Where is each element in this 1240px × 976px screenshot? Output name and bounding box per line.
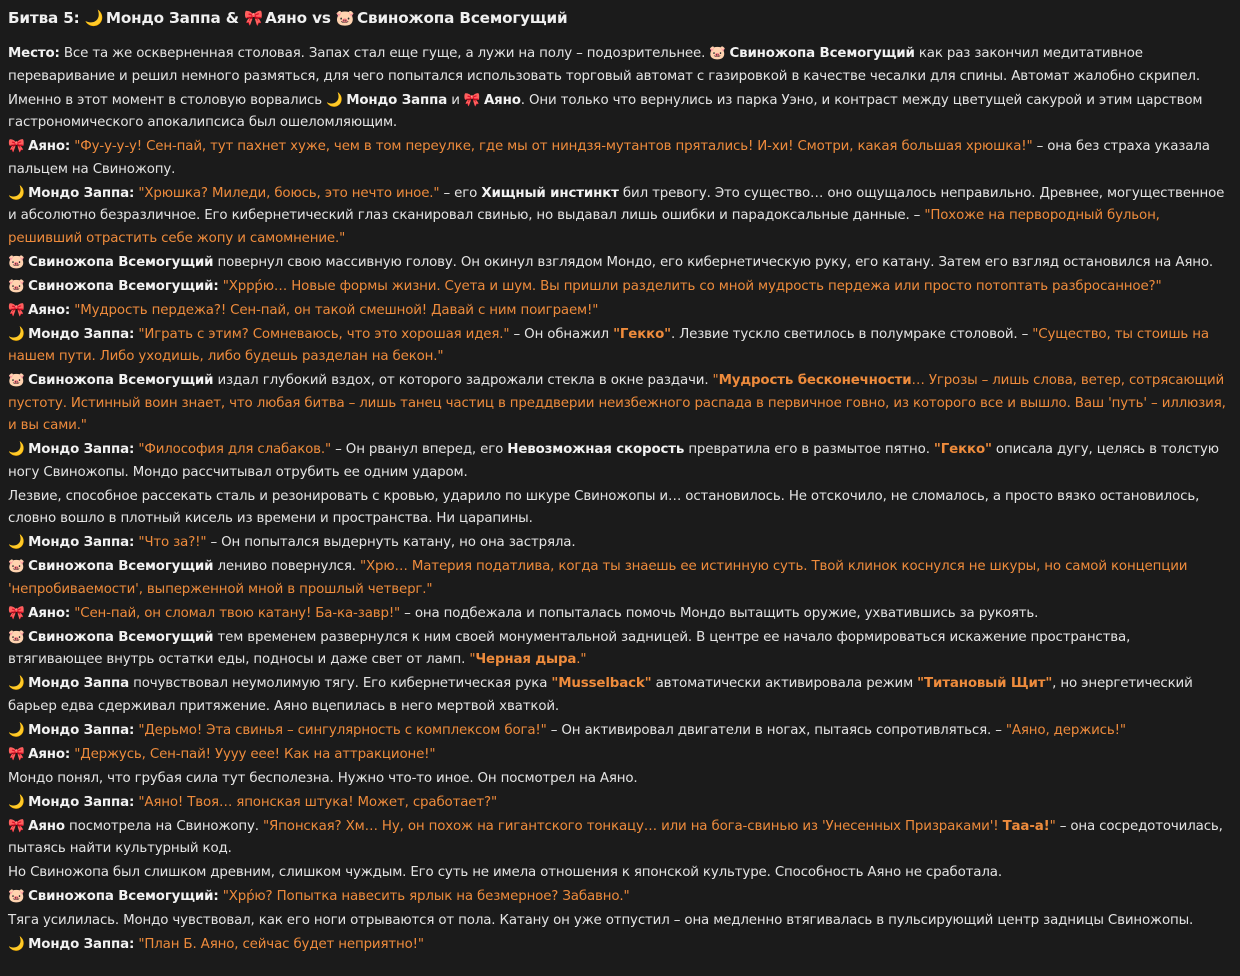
dialogue-line: 🎀 Аяно: "Держусь, Сен-пай! Уууу еее! Как на аттракционе!" [8,744,1226,767]
moon-icon: 🌙 [84,9,104,27]
paragraph-narration: Именно в этот момент в столовую ворвались 🌙 Мондо Заппа и 🎀 Аяно. Они только что вернулись из парка Уэно, и контраст между цветущей сакурой и этим царством гастрономического апокалипсиса был ошеломляющим. [8,90,1226,135]
paragraph-narration: 🌙 Мондо Заппа почувствовал неумолимую тягу. Его кибернетическая рука "Musselback" автоматически активировала режим "Титановый Щит", но энергетический барьер едва сдерживал притяжение. Аяно вцепилась в него мертвой хваткой. [8,673,1226,718]
dialogue-line: 🐷 Свиножопа Всемогущий: "Хррр́ю… Новые формы жизни. Суета и шум. Вы пришли разделить со мной мудрость пердежа или просто потоптать разбросанное?" [8,276,1226,299]
moon-icon: 🌙 [8,722,25,738]
bow-icon: 🎀 [463,92,481,108]
moon-icon: 🌙 [8,937,25,952]
paragraph-narration: 🎀 Аяно посмотрела на Свиножопу. "Японская? Хм… Ну, он похож на гигантского тонкацу… или на бога-свинью из 'Унесенных Призраками'! Таа-а!" – она сосредоточилась, пытаясь найти культурный код. [8,816,1226,861]
pig-icon: 🐷 [8,373,25,388]
paragraph-place: Место: Все та же оскверненная столовая. Запах стал еще гуще, а лужи на полу – подозрительнее. 🐷 Свиножопа Всемогущий как раз закончил медитативное переваривание и решил немного размяться, для чего попытался использовать торговый автомат с газировкой в качестве чесалки для спины. Автомат жалобно скрипел. [8,43,1226,88]
dialogue-line: 🎀 Аяно: "Сен-пай, он сломал твою катану! Ба-ка-завр!" – она подбежала и попыталась помочь Мондо вытащить оружие, ухватившись за рукоять. [8,603,1226,626]
bow-icon: 🎀 [8,605,25,621]
pig-icon: 🐷 [335,9,355,27]
bow-icon: 🎀 [8,302,25,318]
bow-icon: 🎀 [243,9,263,27]
pig-icon: 🐷 [8,559,25,574]
moon-icon: 🌙 [326,92,343,108]
dialogue-line: 🌙 Мондо Заппа: "Аяно! Твоя… японская штука! Может, сработает?" [8,792,1226,815]
pig-icon: 🐷 [8,254,25,270]
pig-icon: 🐷 [8,889,25,904]
pig-icon: 🐷 [8,629,25,645]
pig-icon: 🐷 [709,46,726,61]
moon-icon: 🌙 [8,676,25,691]
paragraph-narration: 🐷 Свиножопа Всемогущий повернул свою массивную голову. Он окинул взглядом Мондо, его кибернетическую руку, его катану. Затем его взгляд остановился на Аяно. [8,252,1226,275]
paragraph-narration: 🐷 Свиножопа Всемогущий тем временем развернулся к ним своей монументальной задницей. В центре ее начало формироваться искажение пространства, втягивающее внутрь остатки еды, подносы и даже свет от ламп. "Черная дыра." [8,627,1226,672]
dialogue-line: 🌙 Мондо Заппа: "Хрюшка? Миледи, боюсь, это нечто иное." – его Хищный инстинкт бил тревогу. Это существо… оно ощущалось неправильно. Древнее, могущественное и абсолютно безразличное. Его кибернетический глаз сканировал свинью, но выдавал лишь ошибки и парадоксальные данные. – "Похоже на первородный бульон, решивший отрастить себе жопу и самомнение." [8,183,1226,251]
paragraph-narration: 🐷 Свиножопа Всемогущий издал глубокий вздох, от которого задрожали стекла в окне раздачи. "Мудрость бесконечности… Угрозы – лишь слова, ветер, сотрясающий пустоту. Истинный воин знает, что любая битва – лишь танец частиц в преддверии неизбежного распада в первичное говно, из которого все и вышло. Ваш 'путь' – иллюзия, и вы сами." [8,370,1226,438]
bow-icon: 🎀 [8,139,25,154]
paragraph-narration: Но Свиножопа был слишком древним, слишком чуждым. Его суть не имела отношения к японской культуре. Способность Аяно не сработала. [8,865,1002,880]
battle-log [8,6,1226,957]
bow-icon: 🎀 [8,746,25,762]
dialogue-line: 🌙 Мондо Заппа: "Дерьмо! Эта свинья – сингулярность с комплексом бога!" – Он активировал двигатели в ногах, пытаясь сопротивляться. – "Аяно, держись!" [8,720,1226,743]
pig-icon: 🐷 [8,278,25,294]
bow-icon: 🎀 [8,818,25,834]
dialogue-line: 🌙 Мондо Заппа: "План Б. Аяно, сейчас будет неприятно!" [8,934,1226,957]
battle-title: Битва 5: 🌙 Мондо Заппа & 🎀 Аяно vs 🐷 Свиножопа Всемогущий [8,6,1226,30]
moon-icon: 🌙 [8,535,25,550]
dialogue-line: 🌙 Мондо Заппа: "Философия для слабаков." – Он рванул вперед, его Невозможная скорость превратила его в размытое пятно. "Гекко" описала дугу, целясь в толстую ногу Свиножопы. Мондо рассчитывал отрубить ее одним ударом. [8,439,1226,484]
dialogue-line: 🎀 Аяно: "Мудрость пердежа?! Сен-пай, он такой смешной! Давай с ним поиграем!" [8,300,1226,323]
paragraph-narration: Тяга усилилась. Мондо чувствовал, как его ноги отрываются от пола. Катану он уже отпустил – она медленно втягивалась в пульсирующий центр задницы Свиножопы. [8,913,1194,928]
paragraph-narration: Мондо понял, что грубая сила тут бесполезна. Нужно что-то иное. Он посмотрел на Аяно. [8,770,638,786]
moon-icon: 🌙 [8,185,25,201]
dialogue-line: 🌙 Мондо Заппа: "Что за?!" – Он попытался выдернуть катану, но она застряла. [8,532,1226,555]
dialogue-line: 🌙 Мондо Заппа: "Играть с этим? Сомневаюсь, что это хорошая идея." – Он обнажил "Гекко". Лезвие тускло светилось в полумраке столовой. – "Существо, ты стоишь на нашем пути. Либо уходишь, либо будешь разделан на бекон." [8,324,1226,369]
moon-icon: 🌙 [8,326,25,342]
moon-icon: 🌙 [8,442,25,457]
dialogue-line: 🎀 Аяно: "Фу-у-у-у! Сен-пай, тут пахнет хуже, чем в том переулке, где мы от ниндзя-мутантов прятались! И-хи! Смотри, какая большая хрюшка!" – она без страха указала пальцем на Свиножопу. [8,136,1226,181]
dialogue-line: 🐷 Свиножопа Всемогущий: "Хрр́ю? Попытка навесить ярлык на безмерное? Забавно." [8,886,1226,909]
moon-icon: 🌙 [8,794,25,810]
paragraph-narration: 🐷 Свиножопа Всемогущий лениво повернулся. "Хрю… Материя податлива, когда ты знаешь ее истинную суть. Твой клинок коснулся не шкуры, но самой концепции 'непробиваемости', выперженной мной в прошлый четверг." [8,556,1226,601]
paragraph-narration: Лезвие, способное рассекать сталь и резонировать с кровью, ударило по шкуре Свиножопы и… остановилось. Не отскочило, не сломалось, а просто вязко остановилось, словно вошло в плотный кисель из времени и пространства. Ни царапины. [8,488,1200,526]
